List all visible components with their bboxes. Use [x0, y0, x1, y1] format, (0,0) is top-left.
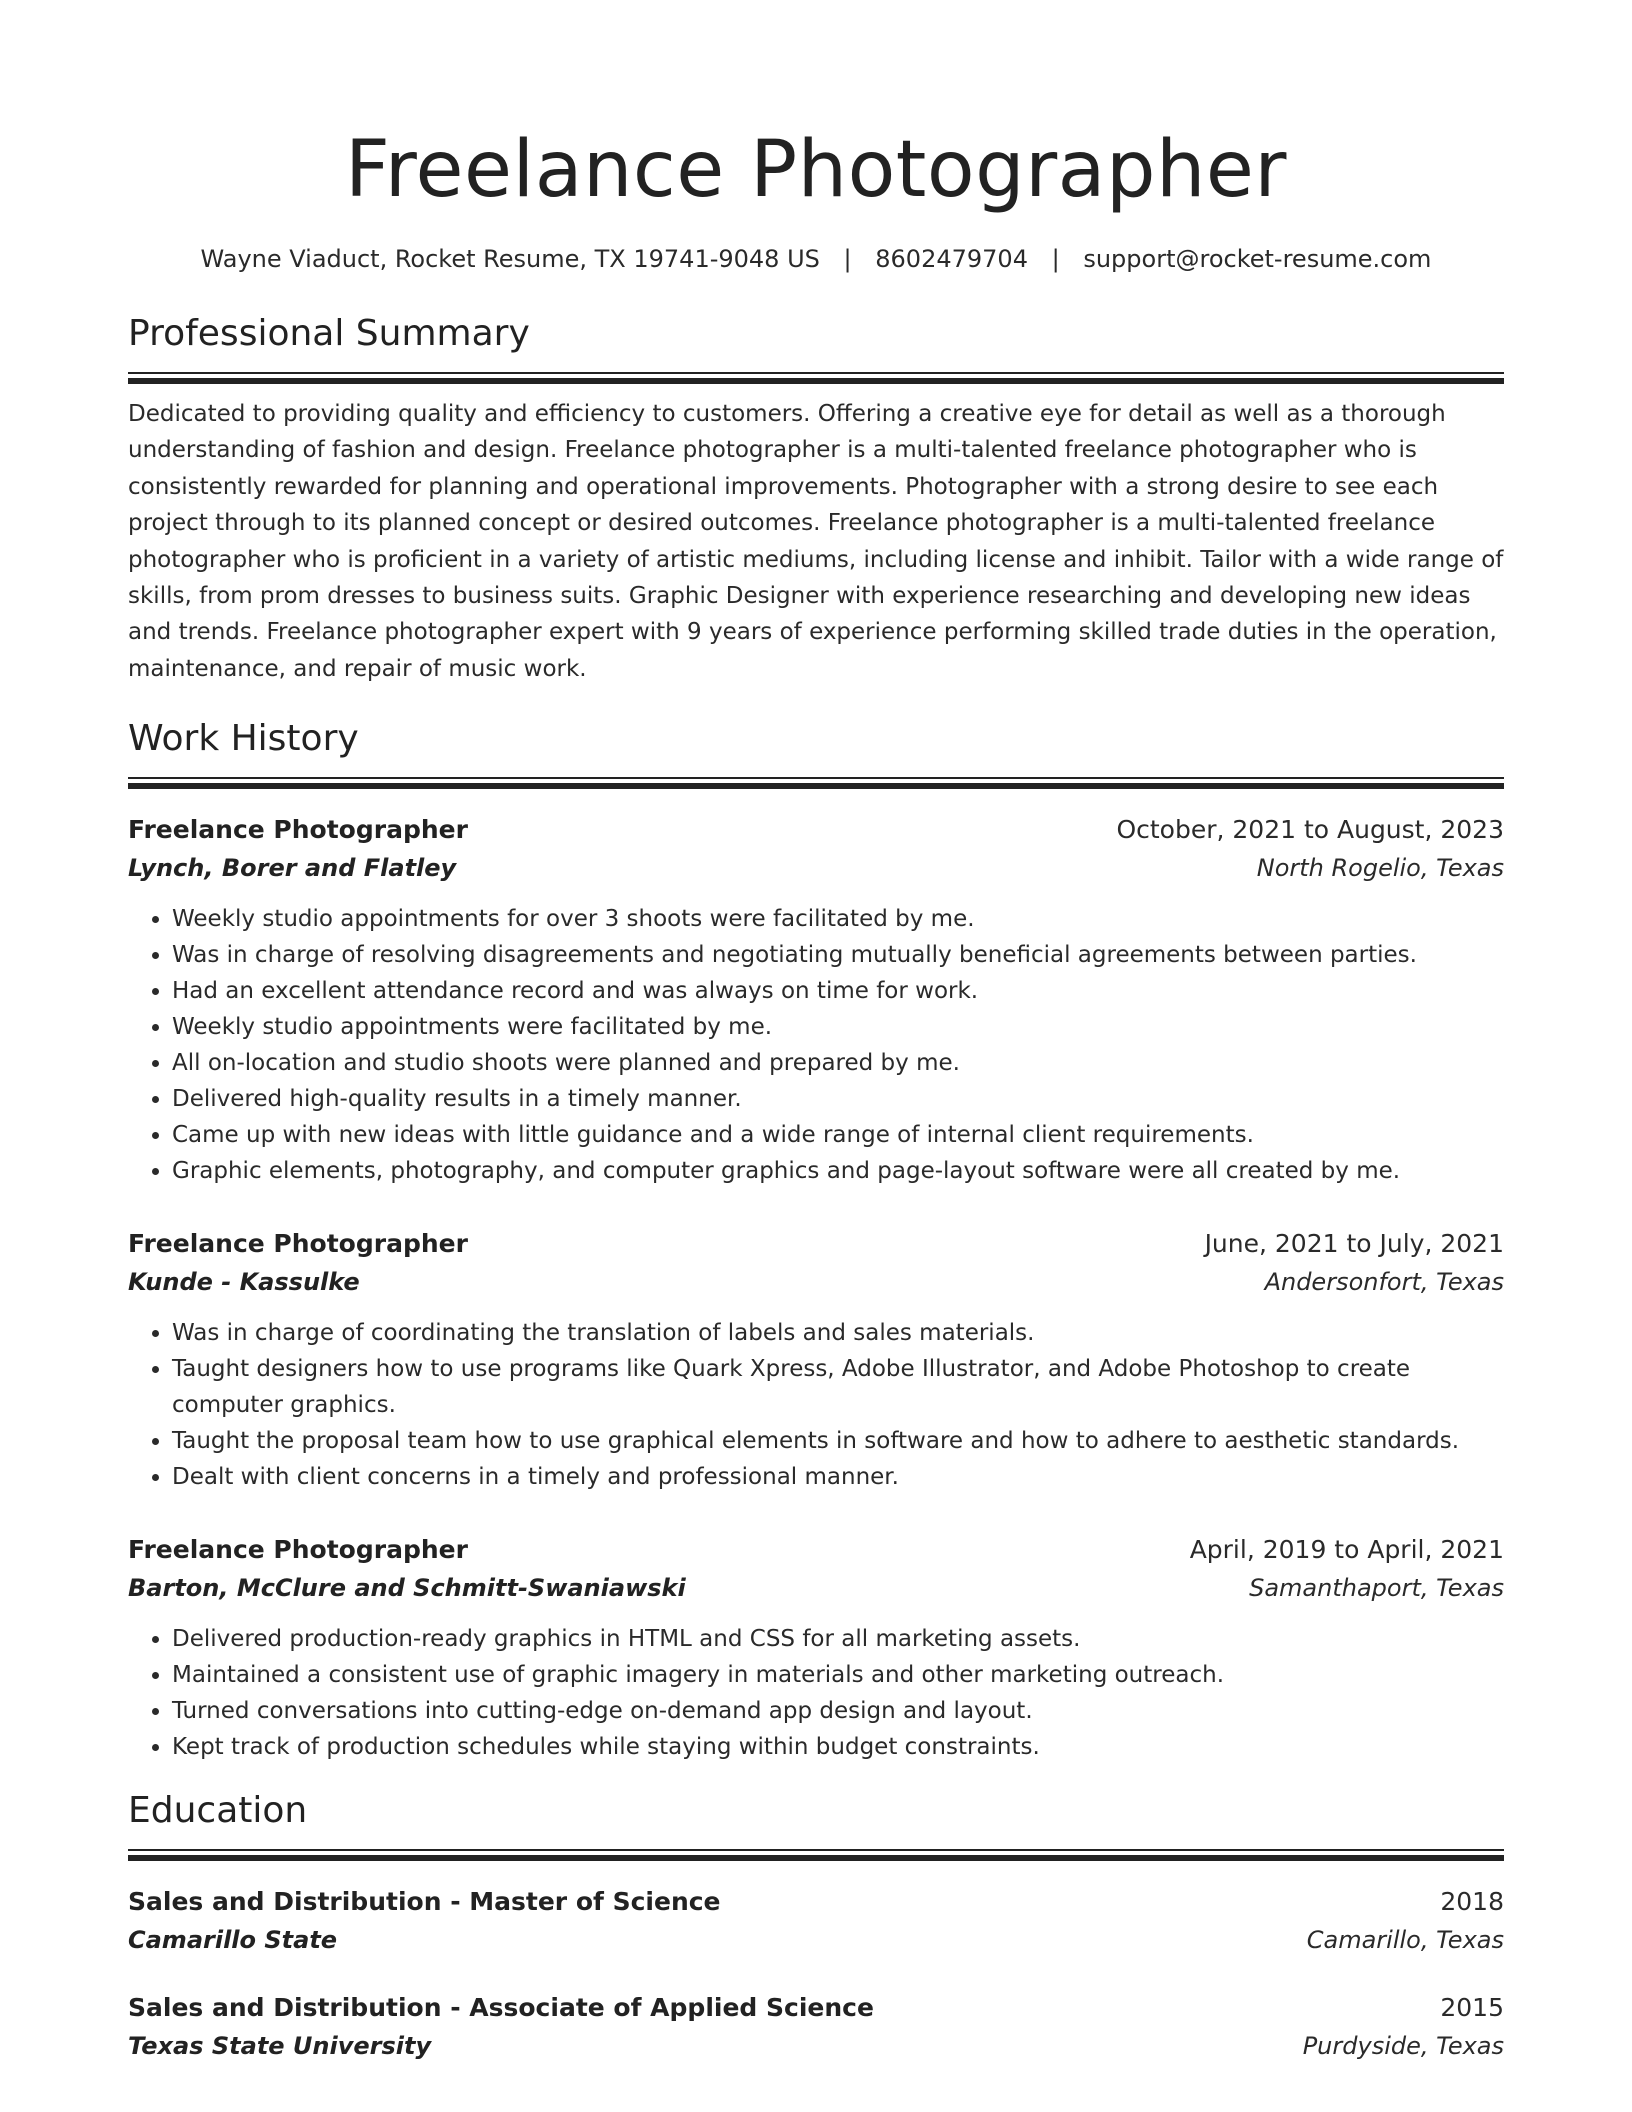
education-year: 2018 [1440, 1887, 1504, 1917]
education-location: Camarillo, Texas [1306, 1926, 1504, 1955]
job-dates: April, 2019 to April, 2021 [1189, 1535, 1504, 1565]
education-year: 2015 [1440, 1993, 1504, 2023]
job-title: Freelance Photographer [128, 1229, 468, 1259]
job-bullets [128, 1315, 1504, 1495]
job-location: Andersonfort, Texas [1264, 1268, 1504, 1297]
section-heading: Education [128, 1790, 308, 1832]
contact-separator: | [843, 245, 852, 273]
job-company: Lynch, Borer and Flatley [128, 854, 457, 883]
list-item: • Kept track of production schedules while staying within budget constraints. [172, 1729, 1504, 1765]
list-item: • Graphic elements, photography, and computer graphics and page-layout software were all created by me. [172, 1153, 1504, 1189]
education-school: Texas State University [128, 2032, 432, 2061]
section-heading: Professional Summary [128, 313, 530, 354]
section-heading: Work History [128, 718, 359, 760]
education-entry [128, 1883, 1504, 1959]
resume-name: Freelance Photographer [345, 125, 1287, 215]
job-location: Samanthaport, Texas [1249, 1574, 1504, 1603]
summary-section [128, 310, 1504, 687]
contact-separator: | [1051, 245, 1060, 273]
education-degree: Sales and Distribution - Master of Science [128, 1887, 721, 1917]
education-section [128, 1787, 1504, 2065]
job-title: Freelance Photographer [128, 815, 468, 845]
list-item: • All on-location and studio shoots were planned and prepared by me. [172, 1045, 1504, 1081]
section-rule [128, 777, 1504, 789]
work-history-section [128, 715, 1504, 1765]
section-rule [128, 372, 1504, 384]
education-location: Purdyside, Texas [1302, 2032, 1504, 2061]
contact-address: Wayne Viaduct, Rocket Resume, TX 19741-9048 US [200, 245, 820, 273]
job-dates: October, 2021 to August, 2023 [1116, 815, 1504, 845]
contact-email: support@rocket-resume.com [1083, 245, 1432, 273]
job-dates: June, 2021 to July, 2021 [1204, 1229, 1504, 1259]
list-item: • Was in charge of resolving disagreements and negotiating mutually beneficial agreements between parties. [172, 937, 1504, 973]
list-item: • Had an excellent attendance record and was always on time for work. [172, 973, 1504, 1009]
list-item: • Taught the proposal team how to use graphical elements in software and how to adhere to aesthetic standards. [172, 1423, 1504, 1459]
list-item: • Dealt with client concerns in a timely and professional manner. [172, 1459, 1504, 1495]
job-bullets [128, 1621, 1504, 1765]
job-company: Barton, McClure and Schmitt-Swaniawski [128, 1574, 686, 1603]
list-item: • Weekly studio appointments for over 3 shoots were facilitated by me. [172, 901, 1504, 937]
section-rule [128, 1849, 1504, 1861]
list-item: • Taught designers how to use programs like Quark Xpress, Adobe Illustrator, and Adobe Photoshop to create computer graphics. [172, 1351, 1504, 1423]
job-entry [128, 1225, 1504, 1495]
job-entry [128, 811, 1504, 1189]
education-school: Camarillo State [128, 1926, 338, 1955]
list-item: • Turned conversations into cutting-edge on-demand app design and layout. [172, 1693, 1504, 1729]
job-entry [128, 1531, 1504, 1765]
list-item: • Maintained a consistent use of graphic imagery in materials and other marketing outreach. [172, 1657, 1504, 1693]
job-company: Kunde - Kassulke [128, 1268, 360, 1297]
job-title: Freelance Photographer [128, 1535, 468, 1565]
education-degree: Sales and Distribution - Associate of Applied Science [128, 1993, 874, 2023]
list-item: • Delivered high-quality results in a timely manner. [172, 1081, 1504, 1117]
list-item: • Weekly studio appointments were facilitated by me. [172, 1009, 1504, 1045]
education-entry [128, 1989, 1504, 2065]
list-item: • Came up with new ideas with little guidance and a wide range of internal client requirements. [172, 1117, 1504, 1153]
contact-phone: 8602479704 [875, 245, 1028, 273]
list-item: • Delivered production-ready graphics in HTML and CSS for all marketing assets. [172, 1621, 1504, 1657]
contact-line [128, 242, 1504, 276]
job-location: North Rogelio, Texas [1256, 854, 1504, 883]
list-item: • Was in charge of coordinating the translation of labels and sales materials. [172, 1315, 1504, 1351]
summary-text: Dedicated to providing quality and efficiency to customers. Offering a creative eye for detail as well as a thorough understanding of fashion and design. Freelance photographer is a multi-talented freelance photographer who is consistently rewarded for planning and operational improvements. Photographer with a strong desire to see each project through to its planned concept or desired outcomes. Freelance photographer is a multi-talented freelance photographer who is proficient in a variety of artistic mediums, including license and inhibit. Tailor with a wide range of skills, from prom dresses to business suits. Graphic Designer with experience researching and developing new ideas and trends. Freelance photographer expert with 9 years of experience performing skilled trade duties in the operation, maintenance, and repair of music work. [128, 401, 1504, 682]
job-bullets [128, 901, 1504, 1189]
